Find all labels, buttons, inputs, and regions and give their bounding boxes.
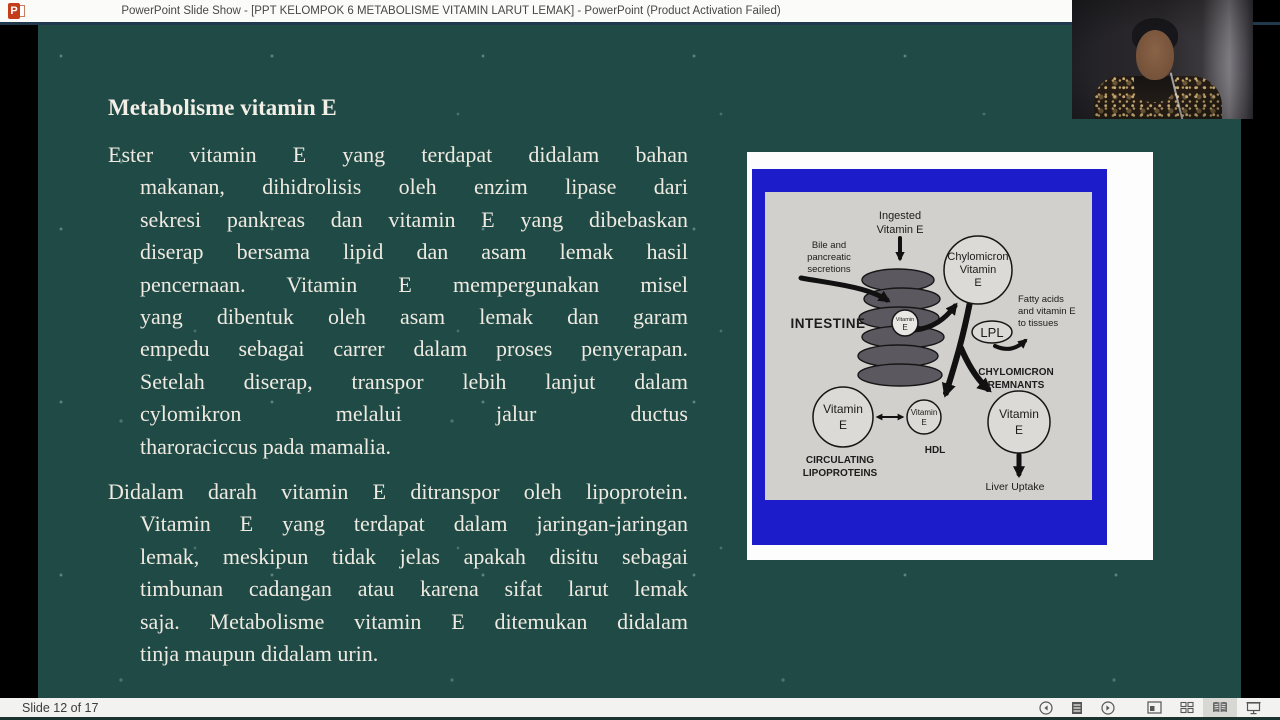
circulating-label: LIPOPROTEINS [802,468,878,479]
next-slide-icon [1101,701,1115,715]
text-line: tharoraciccus pada mamalia. [140,433,392,459]
text-line: Ester vitamin E yang terdapat didalam bahan [108,142,688,167]
text-line: timbunan cadangan atau karena sifat larut lemak [140,576,688,602]
next-slide-button[interactable] [1092,698,1124,717]
slide-region[interactable] [38,25,1241,698]
figure-sheet [747,152,1153,560]
fatty-acids-label: and vitamin E [1018,306,1076,317]
menu-icon [1071,701,1083,715]
statusbar-icons [1030,698,1270,717]
vitamin-left-label: E [838,418,848,432]
webcam-overlay [1072,0,1253,119]
bile-label: secretions [807,264,851,275]
slide-body-text [108,139,688,684]
previous-slide-icon [1039,701,1053,715]
text-line: lemak, meskipun tidak jelas apakah disitu sebagai [140,543,688,569]
slide-heading: Metabolisme vitamin E [108,95,337,120]
vitamin-e-pathway-diagram [765,192,1092,500]
text-line: Setelah diserap, transpor lebih lanjut dalam [140,368,688,394]
chylomicron-label: Chylomicron [947,251,1009,263]
slideshow-view-icon [1246,701,1261,715]
vitamin-hdl-label: E [921,418,927,427]
normal-view-icon [1147,701,1162,714]
reading-view-icon [1212,701,1228,714]
text-line: Vitamin E yang terdapat dalam jaringan-jaringan [140,511,688,537]
mini-vitamin-label: Vitamin [895,317,915,323]
text-line: pencernaan. Vitamin E mempergunakan misel [140,271,688,297]
titlebar [0,0,1072,22]
previous-slide-button[interactable] [1030,698,1062,717]
fatty-acids-label: to tissues [1018,318,1059,329]
text-line: Didalam darah vitamin E ditranspor oleh lipoprotein. [108,479,688,505]
chylomicron-label: E [974,277,982,289]
liver-uptake-label: Liver Uptake [985,481,1045,493]
statusbar [0,698,1280,717]
normal-view-button[interactable] [1138,698,1171,717]
figure-blue-frame [752,169,1107,545]
vitamin-right-label: Vitamin [999,407,1039,421]
text-line: makanan, dihidrolisis oleh enzim lipase dari [140,174,688,200]
vitamin-left-node [813,387,873,447]
window-title: PowerPoint Slide Show - [PPT KELOMPOK 6 METABOLISME VITAMIN LARUT LEMAK] - PowerPoint (Product Activation Failed) [121,5,781,17]
ingested-label: Vitamin E [876,224,924,236]
slide-indicator: Slide 12 of 17 [22,700,99,715]
text-line: tinja maupun didalam urin. [140,641,379,667]
remnants-label: REMNANTS [987,380,1045,391]
chylomicron-label: Vitamin [959,264,997,276]
powerpoint-icon-letter: P [8,3,20,19]
remnants-label: CHYLOMICRON [978,367,1054,378]
lpl-label: LPL [980,325,1004,340]
text-line: saja. Metabolisme vitamin E ditemukan didalam [140,608,688,634]
paragraph-1 [108,139,688,463]
vitamin-right-node [988,391,1050,453]
hdl-label: HDL [924,445,946,456]
mini-vitamin-label: E [902,323,908,332]
slide-sorter-icon [1180,701,1194,714]
vitamin-left-label: Vitamin [823,402,863,416]
menu-button[interactable] [1062,698,1092,717]
fatty-acids-label: Fatty acids [1018,294,1064,305]
text-line: cylomikron melalui jalur ductus [140,401,688,427]
vitamin-hdl-label: Vitamin [910,408,938,417]
paragraph-2 [108,476,688,670]
circulating-label: CIRCULATING [805,455,875,466]
bile-label: pancreatic [807,252,851,263]
pathway-diagram-svg [765,192,1092,500]
ingested-label: Ingested [878,210,922,222]
reading-view-button[interactable] [1203,698,1237,717]
slideshow-view-button[interactable] [1237,698,1270,717]
text-line: diserap bersama lipid dan asam lemak hasil [140,239,688,265]
text-line: empedu sebagai carrer dalam proses penyerapan. [140,336,688,362]
vitamin-hdl-node [907,400,941,434]
slide-sorter-button[interactable] [1171,698,1203,717]
text-line: sekresi pankreas dan vitamin E yang dibebaskan [140,206,688,232]
bile-label: Bile and [811,240,847,251]
text-line: yang dibentuk oleh asam lemak dan garam [140,304,688,330]
vitamin-right-label: E [1014,423,1024,437]
intestine-label: INTESTINE [790,316,866,331]
